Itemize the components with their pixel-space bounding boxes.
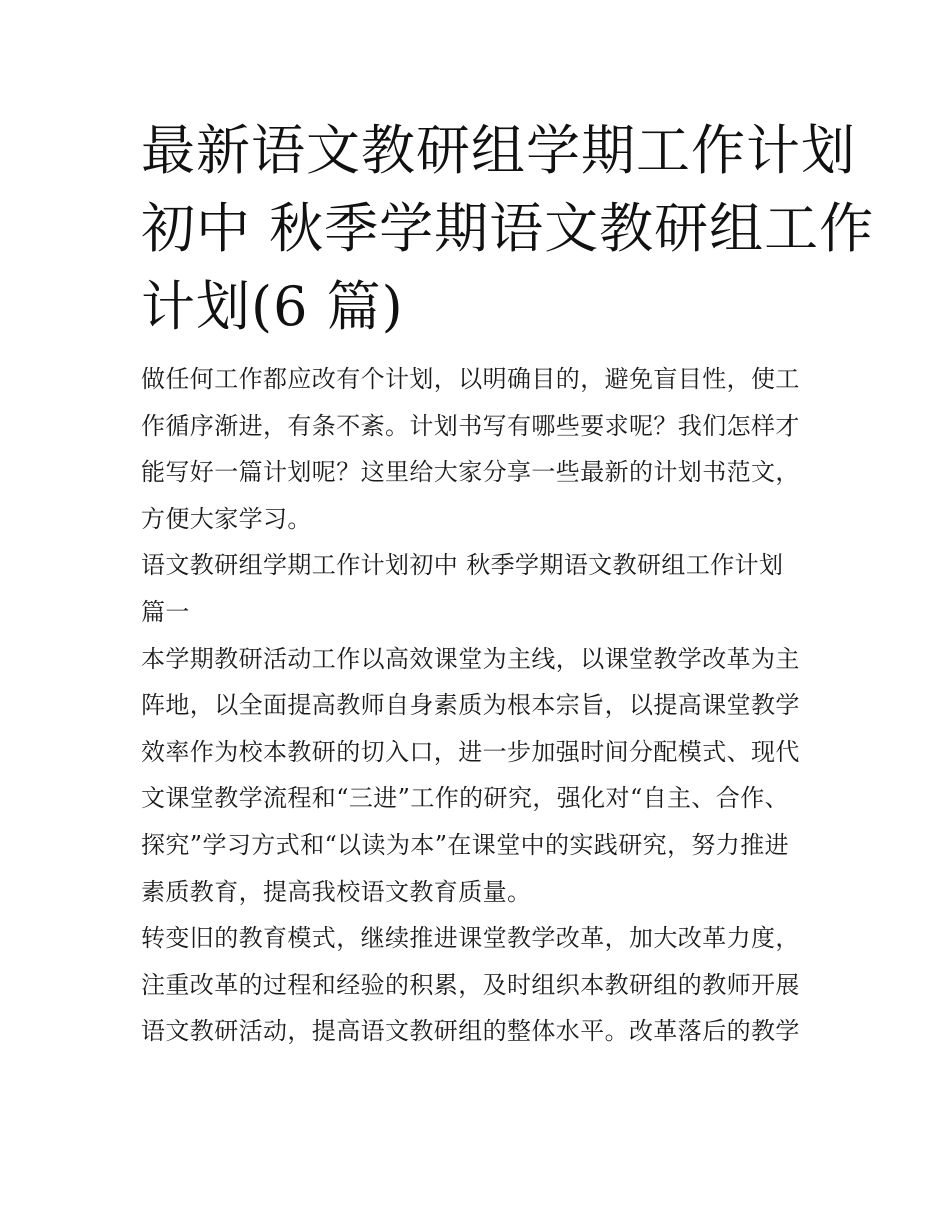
text-line: 阵地，以全面提高教师自身素质为根本宗旨，以提高课堂教学 [141, 691, 800, 720]
document-body [141, 356, 821, 1055]
text-line: 篇一 [141, 597, 190, 626]
text-line: 语文教研活动，提高语文教研组的整体水平。改革落后的教学 [141, 1017, 800, 1046]
text-line: 注重改革的过程和经验的积累，及时组织本教研组的教师开展 [141, 970, 800, 999]
document-title [141, 112, 875, 346]
text-line: 效率作为校本教研的切入口，进一步加强时间分配模式、现代 [141, 737, 800, 766]
text-line: 作循序渐进，有条不紊。计划书写有哪些要求呢？我们怎样才 [141, 411, 800, 440]
text-line: 本学期教研活动工作以高效课堂为主线，以课堂教学改革为主 [141, 644, 800, 673]
text-line: 素质教育，提高我校语文教育质量。 [141, 877, 532, 906]
text-line: 做任何工作都应改有个计划，以明确目的，避免盲目性，使工 [141, 365, 800, 393]
text-line: 转变旧的教育模式，继续推进课堂教学改革，加大改革力度， [141, 924, 800, 953]
title-line: 初中 秋季学期语文教研组工作 [141, 197, 875, 260]
text-line: 探究”学习方式和“以读为本”在课堂中的实践研究，努力推进 [141, 830, 790, 859]
title-line: 最新语文教研组学期工作计划 [141, 119, 856, 182]
text-line: 文课堂教学流程和“三进”工作的研究，强化对“自主、合作、 [141, 784, 790, 813]
text-line: 语文教研组学期工作计划初中 秋季学期语文教研组工作计划 [141, 551, 784, 580]
intro-paragraph [141, 356, 821, 542]
text-line: 方便大家学习。 [141, 504, 312, 533]
body-paragraph [141, 636, 821, 916]
title-line: 计划(6 篇) [141, 275, 404, 338]
section-heading [141, 542, 821, 635]
text-line: 能写好一篇计划呢？这里给大家分享一些最新的计划书范文， [141, 458, 800, 487]
body-paragraph [141, 915, 821, 1055]
